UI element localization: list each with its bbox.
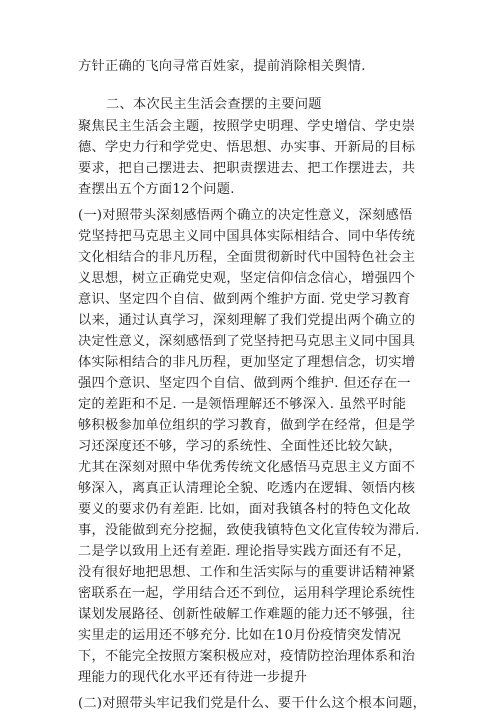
paragraph-line: 实里走的运用还不够充分. 比如在10月份疫情突发情况 (78, 628, 402, 643)
paragraph-line: 定的差距和不足. 一是领悟理解还不够深入. 虽然平时能 (78, 397, 407, 412)
paragraph-line: 尤其在深刻对照中华优秀传统文化感悟马克思主义方面不 (78, 460, 416, 475)
paragraph-line: 以来，通过认真学习，深刻理解了我们党提出两个确立的 (78, 313, 416, 328)
paragraph-line: 聚焦民主生活会主题，按照学史明理、学史增信、学史崇 (78, 119, 416, 134)
paragraph-line: 党坚持把马克思主义同中国具体实际相结合、同中华传统 (78, 229, 416, 244)
paragraph-line: 够深入，离真正认清理论全貌、吃透内在逻辑、领悟内核 (78, 481, 416, 496)
paragraph-line: 方针正确的飞向寻常百姓家，提前消除相关舆情. (78, 59, 366, 74)
paragraph-line: 够积极参加单位组织的学习教育，做到学在经常，但是学 (78, 418, 416, 433)
paragraph-line: 决定性意义，深刻感悟到了党坚持把马克思主义同中国具 (78, 334, 416, 349)
paragraph-line: 没有很好地把思想、工作和生活实际与的重要讲话精神紧 (78, 565, 416, 580)
paragraph-line: 要求，把自己摆进去、把职责摆进去、把工作摆进去，共 (78, 161, 416, 176)
section-heading: 二、本次民主生活会查摆的主要问题 (106, 97, 322, 112)
paragraph-line: 体实际相结合的非凡历程，更加坚定了理想信念，切实增 (78, 355, 416, 370)
paragraph-line: 下，不能完全按照方案积极应对，疫情防控治理体系和治 (78, 649, 416, 664)
paragraph-line: 谋划发展路径、创新性破解工作难题的能力还不够强，往 (78, 607, 416, 622)
paragraph-line: (二)对照带头牢记我们党是什么、要干什么这个根本问题， (78, 696, 427, 711)
paragraph-line: 密联系在一起，学用结合还不到位，运用科学理论系统性 (78, 586, 416, 601)
paragraph-line: (一)对照带头深刻感悟两个确立的决定性意义，深刻感悟 (78, 208, 413, 223)
paragraph-line: 文化相结合的非凡历程，全面贯彻新时代中国特色社会主 (78, 250, 416, 265)
paragraph-line: 习还深度还不够，学习的系统性、全面性还比较欠缺， (78, 439, 402, 454)
paragraph-line: 事，没能做到充分挖掘，致使我镇特色文化宣传较为滞后. (78, 523, 420, 538)
paragraph-line: 二是学以致用上还有差距. 理论指导实践方面还有不足， (78, 544, 411, 559)
paragraph-line: 意识、坚定四个自信、做到两个维护方面. 党史学习教育 (78, 292, 411, 307)
paragraph-line: 强四个意识、坚定四个自信、做到两个维护. 但还存在一 (78, 376, 411, 391)
paragraph-line: 要义的要求仍有差距. 比如，面对我镇各村的特色文化故 (78, 502, 411, 517)
paragraph-line: 理能力的现代化水平还有待进一步提升 (78, 670, 308, 685)
paragraph-line: 义思想，树立正确党史观，坚定信仰信念信心，增强四个 (78, 271, 416, 286)
paragraph-line: 查摆出五个方面12个问题. (78, 182, 235, 197)
paragraph-line: 德、学史力行和学党史、悟思想、办实事、开新局的目标 (78, 140, 416, 155)
